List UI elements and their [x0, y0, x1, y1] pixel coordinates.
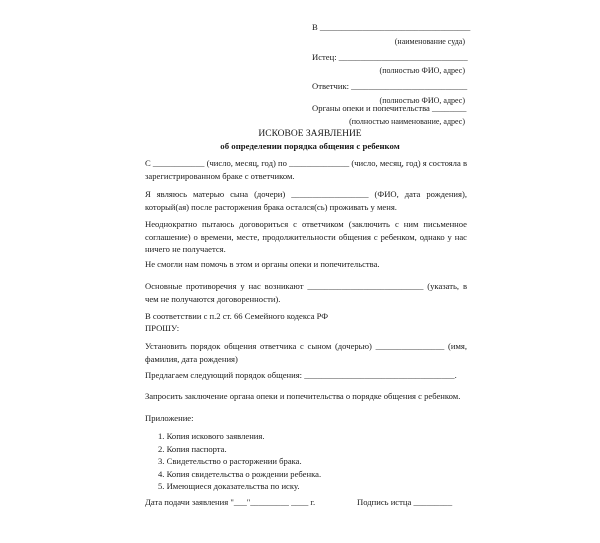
paragraph-establish-order: Установить порядок общения ответчика с сыном (дочерью) ________________ (имя, фамилия, дата рождения)	[145, 341, 467, 364]
plaintiff-line: Истец: ______________________________	[312, 52, 468, 62]
paragraph-request-conclusion: Запросить заключение органа опеки и попечительства о порядке общения с ребенком.	[145, 391, 461, 401]
list-item: 2. Копия паспорта.	[158, 443, 227, 454]
paragraph-attempts: Неоднократно пытаюсь договориться с ответчиком (заключить с ним письменное соглашение) о времени, месте, продолжительности общения с ребенком, однако у нас ничего не получается.	[145, 219, 467, 255]
plaintiff-hint: (полностью ФИО, адрес)	[379, 66, 465, 75]
attachments-list	[158, 430, 321, 493]
paragraph-contradictions: Основные противоречия у нас возникают ___________________________ (указать, в чем не получаются договоренности).	[145, 281, 467, 304]
document-title: ИСКОВОЕ ЗАЯВЛЕНИЕ	[258, 129, 362, 139]
court-line: В ___________________________________	[312, 22, 471, 32]
list-item: 4. Копия свидетельства о рождении ребенка.	[158, 468, 322, 479]
guardianship-line: Органы опеки и попечительства ________	[312, 103, 467, 113]
list-item: 5. Имеющиеся доказательства по иску.	[158, 481, 300, 492]
attachments-heading: Приложение:	[145, 413, 194, 423]
request-heading: ПРОШУ:	[145, 323, 180, 333]
paragraph-proposed-order: Предлагаем следующий порядок общения: ___________________________________.	[145, 370, 457, 380]
list-item: 1. Копия искового заявления.	[158, 431, 265, 441]
paragraph-mother: Я являюсь матерью сына (дочери) __________________ (ФИО, дата рождения), который(ая) после расторжения брака остался(сь) проживать у меня.	[145, 189, 467, 212]
court-hint: (наименование суда)	[394, 37, 465, 46]
defendant-line: Ответчик: ___________________________	[312, 81, 468, 91]
plaintiff-signature: Подпись истца _________	[357, 497, 453, 507]
list-item: 3. Свидетельство о расторжении брака.	[158, 456, 302, 467]
guardianship-hint: (полностью наименование, адрес)	[349, 117, 465, 126]
paragraph-guardianship: Не смогли нам помочь в этом и органы опеки и попечительства.	[145, 259, 380, 269]
defendant-hint: (полностью ФИО, адрес)	[379, 96, 465, 105]
paragraph-marriage: С ____________ (число, месяц, год) по ______________ (число, месяц, год) я состояла в зарегистрированном браке с ответчиком.	[145, 158, 467, 181]
document-subtitle: об определении порядка общения с ребенком	[220, 141, 400, 151]
paragraph-law-reference: В соответствии с п.2 ст. 66 Семейного кодекса РФ	[145, 311, 329, 321]
submission-date: Дата подачи заявления "___"_________ ____ г.	[145, 497, 316, 507]
